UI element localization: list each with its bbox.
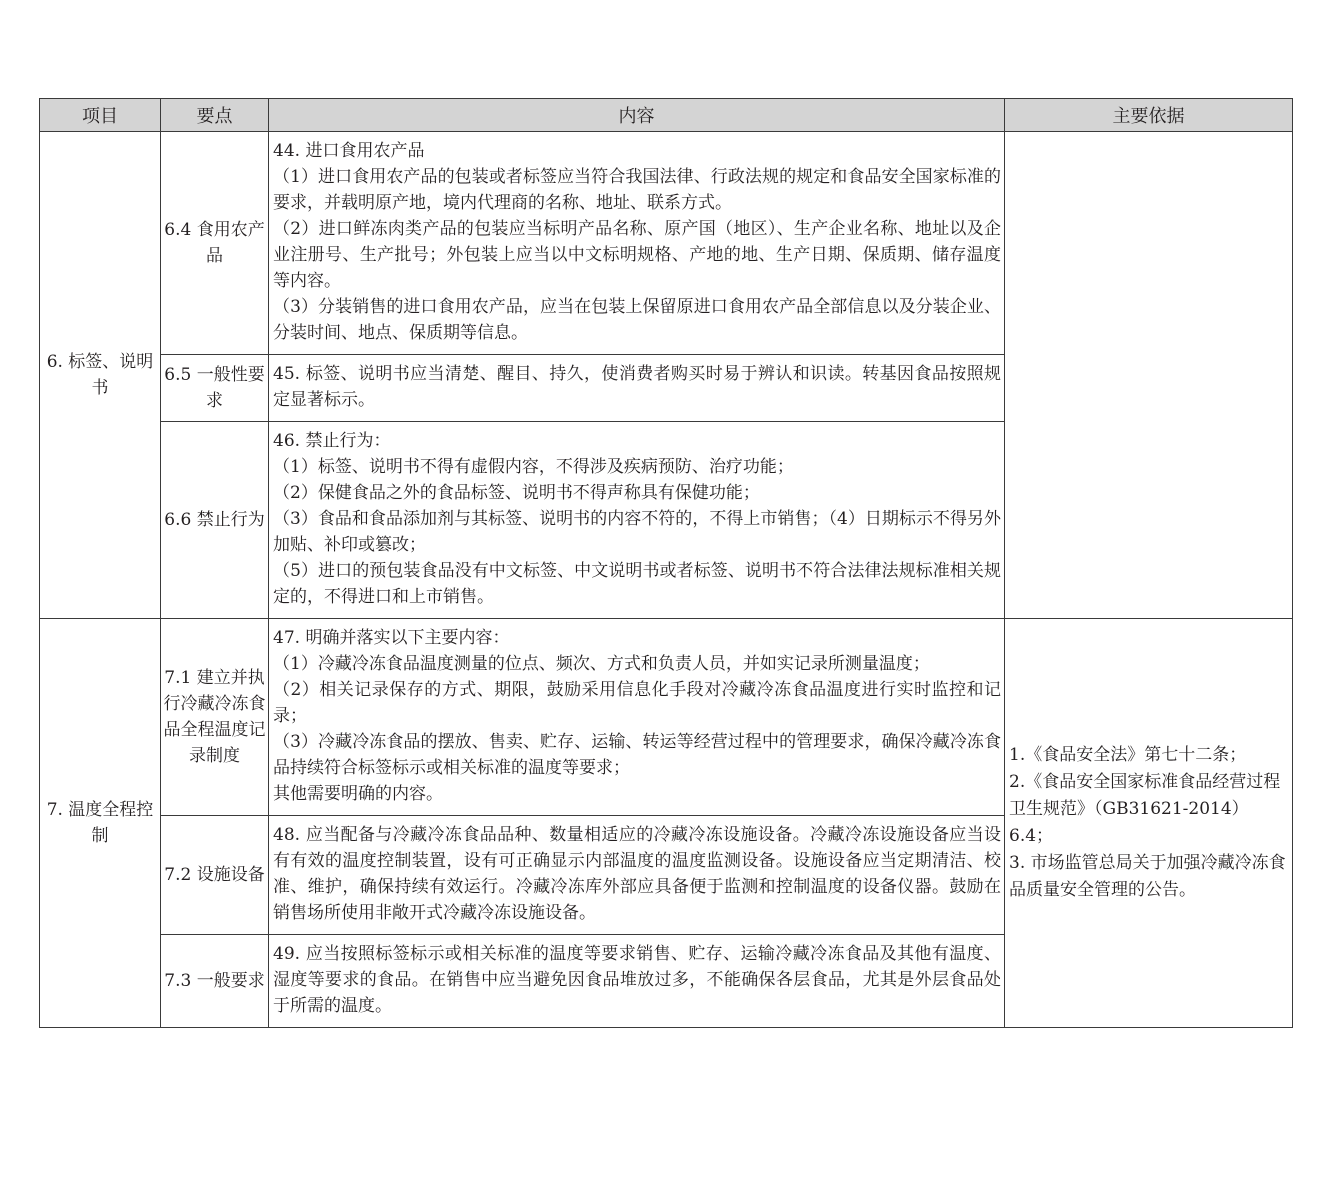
point-cell: 6.4 食用农产品 [161, 132, 269, 355]
content-line: 44. 进口食用农产品 [273, 141, 425, 161]
header-item: 项目 [40, 99, 161, 132]
content-line: 其他需要明确的内容。 [273, 784, 443, 804]
content-cell [269, 619, 1005, 816]
table-row [40, 619, 1293, 816]
header-point: 要点 [161, 99, 269, 132]
point-cell: 7.3 一般要求 [161, 935, 269, 1028]
point-cell: 7.2 设施设备 [161, 816, 269, 935]
content-cell [269, 935, 1005, 1028]
item-cell: 7. 温度全程控制 [40, 619, 161, 1028]
content-cell [269, 132, 1005, 355]
content-line: （2）保健食品之外的食品标签、说明书不得声称具有保健功能； [273, 483, 760, 503]
content-line: （3）食品和食品添加剂与其标签、说明书的内容不符的，不得上市销售；（4）日期标示不得另外加贴、补印或篡改； [273, 509, 1001, 555]
content-line: 46. 禁止行为： [273, 431, 391, 451]
point-cell: 6.6 禁止行为 [161, 422, 269, 619]
basis-line: 1.《食品安全法》第七十二条； [1009, 745, 1247, 765]
regulation-table [39, 98, 1293, 1028]
content-cell [269, 816, 1005, 935]
point-cell: 7.1 建立并执行冷藏冷冻食品全程温度记录制度 [161, 619, 269, 816]
header-row [40, 99, 1293, 132]
content-line: 49. 应当按照标签标示或相关标准的温度等要求销售、贮存、运输冷藏冷冻食品及其他有温度、湿度等要求的食品。在销售中应当避免因食品堆放过多，不能确保各层食品，尤其是外层食品处于所需的温度。 [273, 944, 1001, 1016]
content-line: （1）标签、说明书不得有虚假内容，不得涉及疾病预防、治疗功能； [273, 457, 794, 477]
content-line: （2）相关记录保存的方式、期限，鼓励采用信息化手段对冷藏冷冻食品温度进行实时监控和记录； [273, 680, 1001, 726]
item-cell: 6. 标签、说明书 [40, 132, 161, 619]
basis-line: 3. 市场监管总局关于加强冷藏冷冻食品质量安全管理的公告。 [1009, 853, 1286, 900]
content-line: （1）冷藏冷冻食品温度测量的位点、频次、方式和负责人员，并如实记录所测量温度； [273, 654, 930, 674]
content-line: （1）进口食用农产品的包装或者标签应当符合我国法律、行政法规的规定和食品安全国家标准的要求，并载明原产地，境内代理商的名称、地址、联系方式。 [273, 167, 1001, 213]
content-line: （3）分装销售的进口食用农产品，应当在包装上保留原进口食用农产品全部信息以及分装企业、分装时间、地点、保质期等信息。 [273, 297, 1001, 343]
content-line: 48. 应当配备与冷藏冷冻食品品种、数量相适应的冷藏冷冻设施设备。冷藏冷冻设施设备应当设有有效的温度控制装置，设有可正确显示内部温度的温度监测设备。设施设备应当定期清洁、校准、维护，确保持续有效运行。冷藏冷冻库外部应具备便于监测和控制温度的设备仪器。鼓励在销售场所使用非敞开式冷藏冷冻设施设备。 [273, 825, 1001, 923]
content-line: （5）进口的预包装食品没有中文标签、中文说明书或者标签、说明书不符合法律法规标准相关规定的，不得进口和上市销售。 [273, 561, 1001, 607]
basis-cell [1005, 132, 1293, 619]
content-line: 47. 明确并落实以下主要内容： [273, 628, 510, 648]
content-line: 45. 标签、说明书应当清楚、醒目、持久，使消费者购买时易于辨认和识读。转基因食品按照规定显著标示。 [273, 364, 1001, 410]
header-content: 内容 [269, 99, 1005, 132]
header-basis: 主要依据 [1005, 99, 1293, 132]
content-cell [269, 422, 1005, 619]
content-cell [269, 355, 1005, 422]
content-line: （2）进口鲜冻肉类产品的包装应当标明产品名称、原产国（地区）、生产企业名称、地址以及企业注册号、生产批号；外包装上应当以中文标明规格、产地的地、生产日期、保质期、储存温度等内容。 [273, 219, 1001, 291]
basis-cell [1005, 619, 1293, 1028]
content-line: （3）冷藏冷冻食品的摆放、售卖、贮存、运输、转运等经营过程中的管理要求，确保冷藏冷冻食品持续符合标签标示或相关标准的温度等要求； [273, 732, 1001, 778]
point-cell: 6.5 一般性要求 [161, 355, 269, 422]
table-row [40, 132, 1293, 355]
basis-line: 2.《食品安全国家标准食品经营过程卫生规范》（GB31621-2014）6.4； [1009, 772, 1281, 846]
